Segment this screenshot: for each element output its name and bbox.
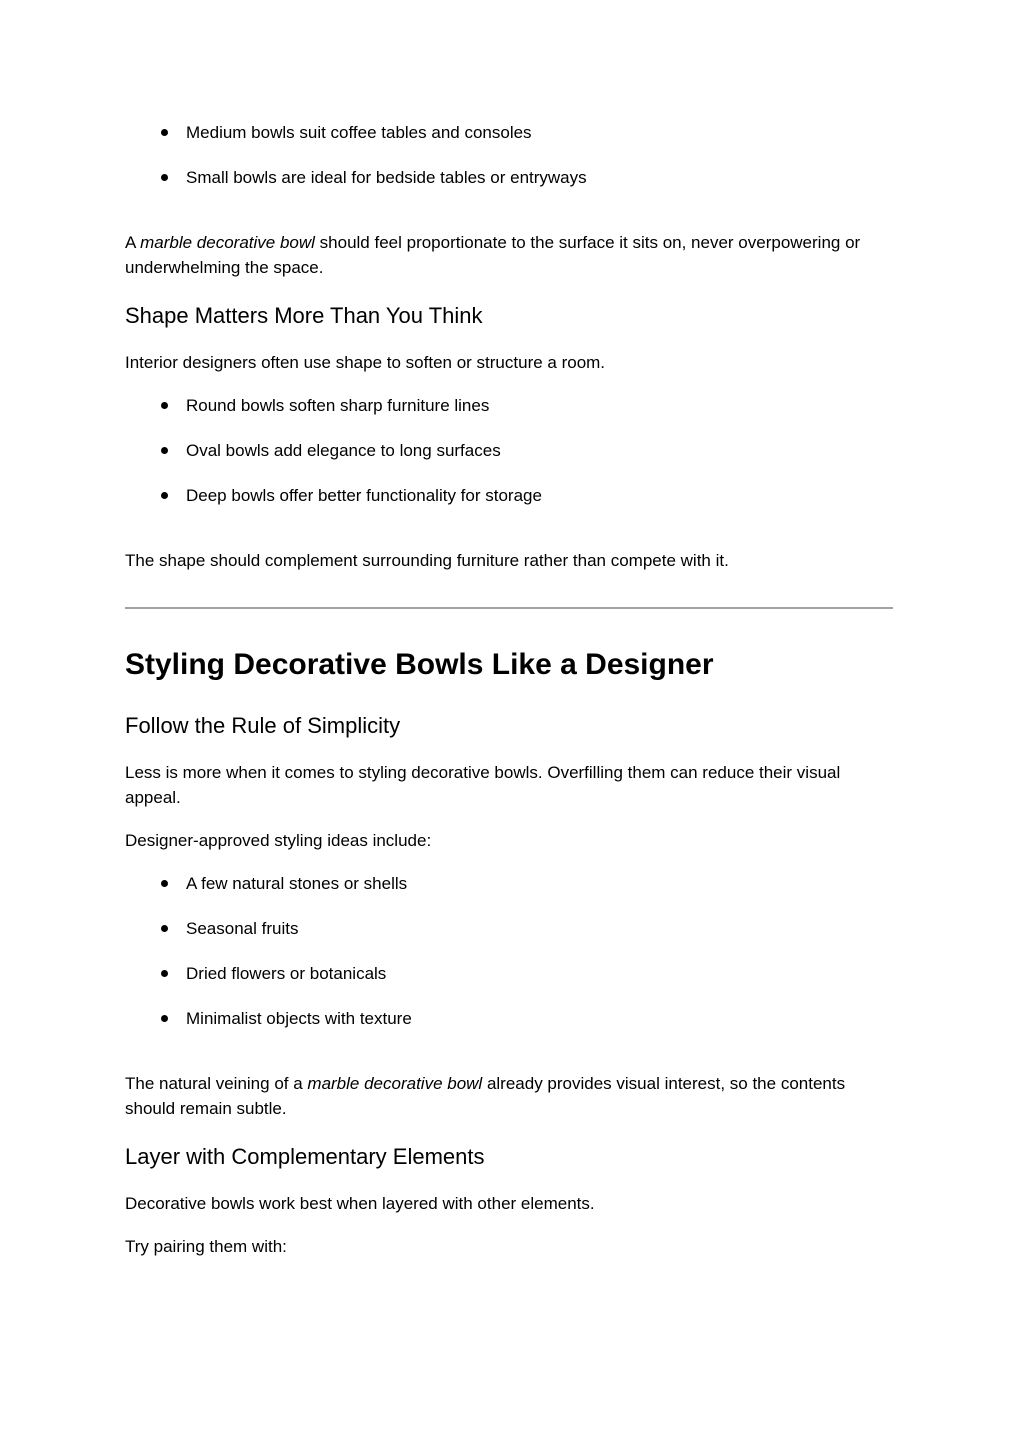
list-item-text: A few natural stones or shells bbox=[186, 874, 408, 893]
list-item-text: Round bowls soften sharp furniture lines bbox=[186, 396, 490, 415]
italic-text-run: marble decorative bowl bbox=[307, 1074, 483, 1093]
paragraph bbox=[125, 350, 893, 375]
list-item bbox=[125, 165, 893, 190]
bullet-icon bbox=[161, 925, 168, 932]
bullet-icon bbox=[161, 129, 168, 136]
list-item-text: Minimalist objects with texture bbox=[186, 1009, 412, 1028]
subsection-heading: Follow the Rule of Simplicity bbox=[125, 713, 401, 738]
subsection-heading: Shape Matters More Than You Think bbox=[125, 303, 483, 328]
text-run: should feel proportionate to the surface it sits on, never overpowering or underwhelming the space. bbox=[125, 233, 861, 277]
italic-text-run: marble decorative bowl bbox=[140, 233, 315, 252]
text-run: The natural veining of a bbox=[125, 1074, 308, 1093]
list-item bbox=[125, 120, 893, 145]
bullet-list bbox=[125, 393, 893, 508]
bullet-icon bbox=[161, 880, 168, 887]
bullet-icon bbox=[161, 402, 168, 409]
paragraph bbox=[125, 230, 893, 280]
list-item bbox=[125, 916, 893, 941]
list-item bbox=[125, 393, 893, 418]
paragraph bbox=[125, 548, 893, 573]
bullet-list bbox=[125, 120, 893, 190]
paragraph bbox=[125, 760, 893, 810]
bullet-list bbox=[125, 871, 893, 1031]
text-run: already provides visual interest, so the contents should remain subtle. bbox=[125, 1074, 846, 1118]
text-run: Interior designers often use shape to soften or structure a room. bbox=[125, 353, 606, 372]
list-item bbox=[125, 483, 893, 508]
list-item-text: Seasonal fruits bbox=[186, 919, 299, 938]
list-item-text: Small bowls are ideal for bedside tables or entryways bbox=[186, 168, 587, 187]
text-run: The shape should complement surrounding furniture rather than compete with it. bbox=[125, 551, 729, 570]
text-run: Designer-approved styling ideas include: bbox=[125, 831, 432, 850]
list-item bbox=[125, 1006, 893, 1031]
paragraph bbox=[125, 828, 893, 853]
list-item-text: Dried flowers or botanicals bbox=[186, 964, 387, 983]
list-item-text: Medium bowls suit coffee tables and consoles bbox=[186, 123, 532, 142]
paragraph bbox=[125, 1071, 893, 1121]
list-item-text: Deep bowls offer better functionality for storage bbox=[186, 486, 542, 505]
paragraph bbox=[125, 1191, 893, 1216]
bullet-icon bbox=[161, 1015, 168, 1022]
text-run: Try pairing them with: bbox=[125, 1237, 287, 1256]
list-item bbox=[125, 438, 893, 463]
horizontal-rule bbox=[125, 607, 893, 609]
bullet-icon bbox=[161, 174, 168, 181]
bullet-icon bbox=[161, 447, 168, 454]
text-run: Decorative bowls work best when layered with other elements. bbox=[125, 1194, 595, 1213]
bullet-icon bbox=[161, 970, 168, 977]
paragraph bbox=[125, 1234, 893, 1259]
list-item-text: Oval bowls add elegance to long surfaces bbox=[186, 441, 501, 460]
list-item bbox=[125, 961, 893, 986]
text-run: Less is more when it comes to styling decorative bowls. Overfilling them can reduce their visual appeal. bbox=[125, 763, 841, 807]
text-run: A bbox=[125, 233, 141, 252]
list-item bbox=[125, 871, 893, 896]
section-title: Styling Decorative Bowls Like a Designer bbox=[125, 648, 714, 681]
bullet-icon bbox=[161, 492, 168, 499]
subsection-heading: Layer with Complementary Elements bbox=[125, 1144, 485, 1169]
